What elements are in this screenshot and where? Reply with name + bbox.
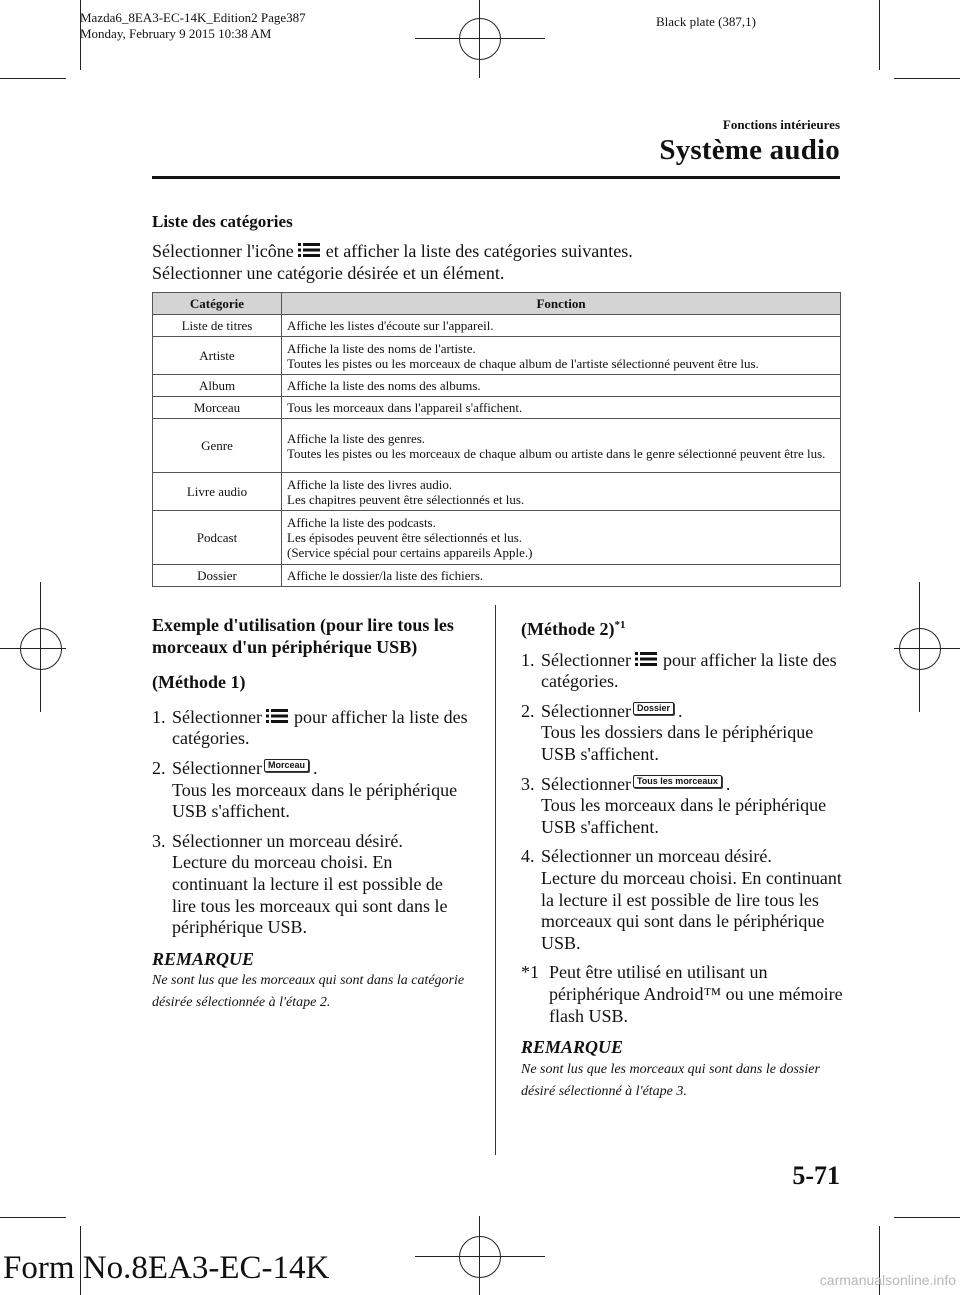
function-line: Affiche la liste des noms des albums. (287, 378, 481, 393)
footnote-text: Peut être utilisé en utilisant un périphérique Android™ ou une mémoire flash USB. (549, 962, 843, 1026)
step-4 (521, 846, 843, 954)
column-divider (495, 605, 496, 1155)
step-detail: Tous les morceaux dans le périphérique USB s'affichent. (172, 779, 458, 822)
category-cell: Album (153, 375, 282, 397)
form-number: Form No.8EA3-EC-14K (3, 1250, 330, 1286)
step-number: 4. (521, 846, 535, 867)
table-row (153, 315, 841, 337)
function-line: Affiche le dossier/la liste des fichiers. (287, 568, 484, 583)
category-cell: Podcast (153, 511, 282, 565)
function-line: (Service spécial pour certains appareils Apple.) (287, 545, 533, 560)
step-text: . (678, 700, 683, 721)
table-row (153, 511, 841, 565)
print-metadata (80, 10, 306, 42)
left-column (152, 615, 470, 1014)
step-text: Sélectionner (541, 649, 631, 670)
right-column (521, 615, 843, 1103)
step-number: 3. (521, 773, 535, 794)
step-1 (152, 707, 470, 750)
function-line: Affiche la liste des genres. (287, 430, 426, 446)
function-line: Les épisodes peuvent être sélectionnés et lus. (287, 530, 523, 545)
method-2-heading (521, 615, 843, 641)
categories-heading: Liste des catégories (152, 212, 293, 231)
function-line: Toutes les pistes ou les morceaux de chaque album de l'artiste sélectionné peuvent être lus. (287, 355, 759, 371)
step-2 (152, 758, 470, 823)
list-icon (298, 242, 320, 258)
step-text: pour afficher la liste des catégories. (172, 706, 468, 749)
intro-text: et afficher la liste des catégories suivantes. (325, 241, 633, 261)
function-line: Les chapitres peuvent être sélectionnés et lus. (287, 491, 525, 507)
footnote (521, 962, 843, 1027)
step-text: . (725, 773, 731, 794)
step-3 (521, 774, 843, 839)
registration-mark (20, 628, 62, 670)
categories-intro (152, 240, 633, 284)
step-number: 1. (152, 706, 166, 727)
step-text: Sélectionner (541, 700, 631, 721)
category-cell: Genre (153, 419, 282, 473)
crop-mark (879, 0, 880, 70)
date-line: Monday, February 9 2015 10:38 AM (80, 26, 272, 41)
function-cell (282, 511, 841, 565)
list-icon (635, 651, 657, 667)
function-line: Toutes les pistes ou les morceaux de chaque album ou artiste dans le genre sélectionné peuvent être lus. (287, 445, 826, 461)
category-cell: Livre audio (153, 473, 282, 511)
function-cell (282, 315, 841, 337)
step-1 (521, 650, 843, 693)
step-3 (152, 831, 470, 939)
step-text: Sélectionner un morceau désiré. (541, 846, 772, 867)
registration-mark (459, 1236, 501, 1278)
method-1-heading: (Méthode 1) (152, 672, 246, 693)
column-header: Catégorie (153, 293, 282, 315)
step-number: 2. (521, 700, 535, 721)
function-cell (282, 419, 841, 473)
step-detail: Tous les dossiers dans le périphérique USB s'affichent. (541, 722, 814, 764)
file-line: Mazda6_8EA3-EC-14K_Edition2 Page387 (80, 10, 306, 25)
category-cell: Dossier (153, 565, 282, 587)
morceau-button[interactable]: Morceau (264, 759, 309, 772)
header-rule (152, 176, 840, 179)
table-header-row (153, 293, 841, 315)
all-tracks-button[interactable]: Tous les morceaux (633, 775, 722, 788)
function-cell (282, 565, 841, 587)
plate-label: Black plate (387,1) (656, 14, 756, 29)
function-line: Affiche la liste des livres audio. (287, 476, 453, 492)
list-icon (266, 708, 288, 724)
function-cell (282, 337, 841, 375)
crop-mark (0, 78, 66, 79)
function-line: Tous les morceaux dans l'appareil s'affichent. (287, 400, 523, 415)
category-cell: Liste de titres (153, 315, 282, 337)
step-text: Sélectionner (541, 773, 631, 794)
remark-text: Ne sont lus que les morceaux qui sont dans la catégorie désirée sélectionnée à l'étape 2. (152, 973, 465, 1011)
function-cell (282, 397, 841, 419)
table-row (153, 473, 841, 511)
step-detail: Lecture du morceau choisi. En continuant la lecture il est possible de lire tous les morceaux qui sont dans le périphérique USB. (172, 852, 448, 938)
step-detail: Lecture du morceau choisi. En continuant la lecture il est possible de lire tous les morceaux qui sont dans le périphérique USB. (541, 867, 842, 953)
step-detail: Tous les morceaux dans le périphérique USB s'affichent. (541, 795, 827, 837)
table-row (153, 565, 841, 587)
step-number: 3. (152, 830, 166, 851)
footnote-mark: *1 (521, 962, 539, 983)
function-line: Affiche la liste des noms de l'artiste. (287, 340, 476, 356)
step-2 (521, 701, 843, 766)
step-text: pour afficher la liste des catégories. (541, 649, 837, 692)
dossier-button[interactable]: Dossier (633, 702, 674, 715)
function-cell (282, 375, 841, 397)
step-text: . (312, 757, 318, 778)
step-number: 1. (521, 649, 535, 670)
crop-mark (894, 78, 960, 79)
crop-mark (0, 1217, 66, 1218)
page-number: 5-71 (792, 1161, 840, 1190)
table-row (153, 375, 841, 397)
step-number: 2. (152, 757, 166, 778)
remark-text: Ne sont lus que les morceaux qui sont dans le dossier désiré sélectionné à l'étape 3. (521, 1061, 820, 1099)
step-text: Sélectionner (172, 757, 262, 778)
footnote-ref: *1 (614, 619, 626, 631)
section-title: Système audio (659, 134, 840, 166)
crop-mark (894, 1217, 960, 1218)
function-line: Affiche la liste des podcasts. (287, 515, 436, 530)
watermark: carmanualsonline.info (819, 1272, 956, 1288)
function-cell (282, 473, 841, 511)
example-heading: Exemple d'utilisation (pour lire tous les morceaux d'un périphérique USB) (152, 615, 454, 657)
remark-title: REMARQUE (521, 1037, 624, 1058)
registration-mark (899, 628, 941, 670)
method-2-title: (Méthode 2) (521, 619, 615, 639)
section-subtitle: Fonctions intérieures (722, 117, 840, 132)
registration-mark (459, 18, 501, 60)
step-text: Sélectionner (172, 706, 262, 727)
step-text: Sélectionner un morceau désiré. (172, 830, 403, 851)
intro-text: Sélectionner l'icône (152, 241, 294, 261)
function-line: Affiche les listes d'écoute sur l'appareil. (287, 318, 494, 333)
column-header: Fonction (282, 293, 841, 315)
category-table (152, 292, 841, 587)
category-cell: Artiste (153, 337, 282, 375)
table-row (153, 419, 841, 473)
intro-line2: Sélectionner une catégorie désirée et un élément. (152, 263, 505, 283)
table-row (153, 397, 841, 419)
remark-title: REMARQUE (152, 948, 255, 969)
table-row (153, 337, 841, 375)
category-cell: Morceau (153, 397, 282, 419)
